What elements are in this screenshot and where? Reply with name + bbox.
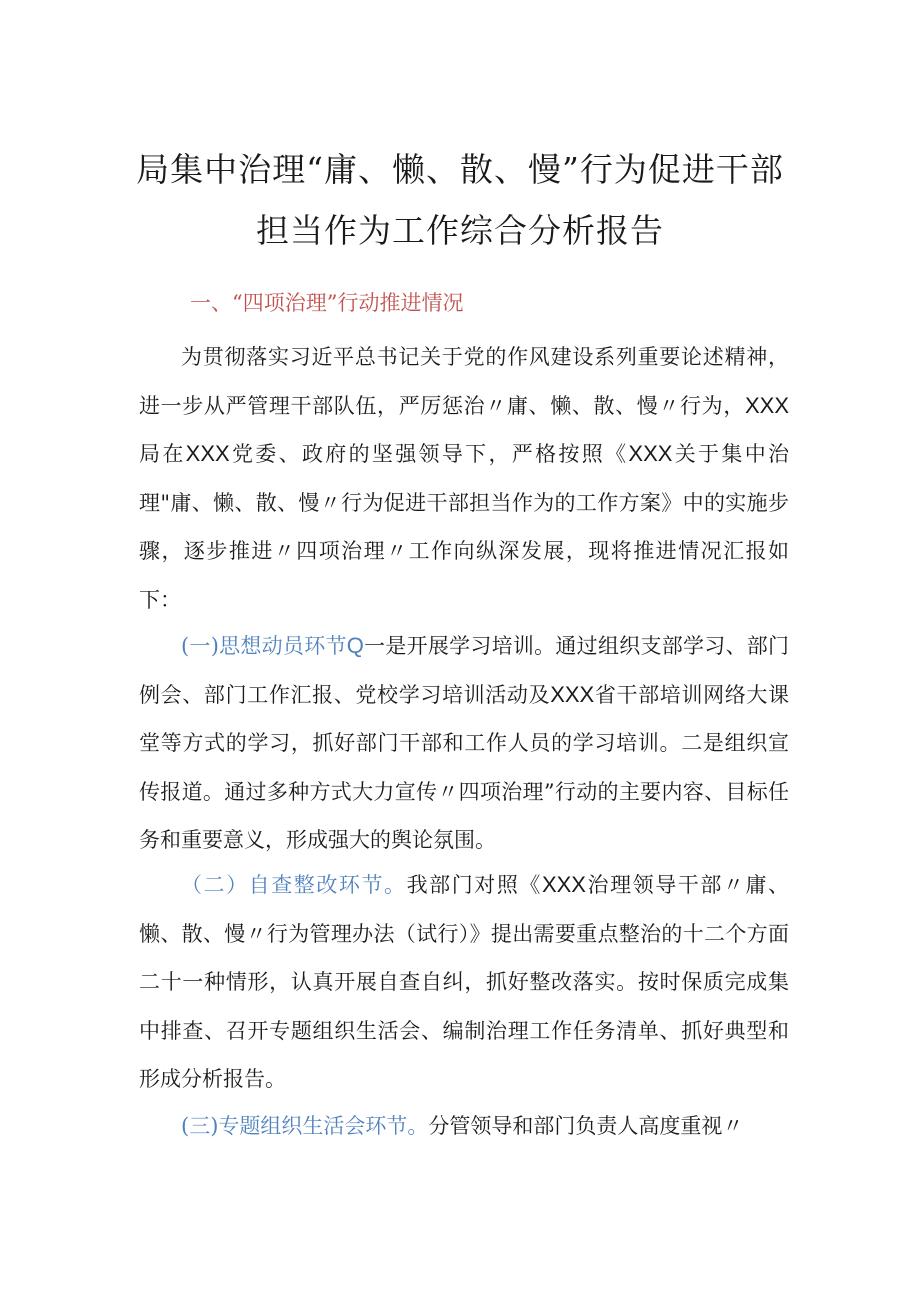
subheading-mobilization: (一)思想动员环节 (181, 634, 347, 658)
placeholder-xxx: XXX (550, 681, 595, 707)
paragraph-intro-text-2: 局在 (139, 442, 186, 466)
paragraph-intro-text-1: 为贯彻落实习近平总书记关于党的作风建设系列重要论述精神，进一步从严管理干部队伍，严厉惩治〃庸、懒、散、慢〃行为， (139, 345, 789, 418)
paragraph-intro-text-3: 党委、政府的坚强领导下，严格按照《 (229, 442, 629, 466)
placeholder-xxx: XXX (185, 441, 230, 466)
placeholder-xxx: XXX (628, 441, 673, 466)
placeholder-xxx: XXX (744, 392, 789, 418)
paragraph-mobilization-text-1: 一是开展学习培训。通过组织支部学习、部门例会、部门工作汇报、党校学习培训活动及 (139, 634, 790, 707)
document-title-line-2: 担当作为工作综合分析报告 (256, 211, 664, 250)
placeholder-xxx: XXX (541, 872, 586, 897)
paragraph-self-check-text-1: 我部门对照《 (406, 873, 542, 897)
section-heading-1: 一、“四项治理”行动推进情况 (190, 291, 464, 315)
paragraph-mobilization-text-2: 省干部培训网络大课堂等方式的学习，抓好部门干部和工作人员的学习培训。二是组织宣传报道。通过多种方式大力宣传〃四项治理”行动的主要内容、目标任务和重要意义，形成强大的舆论氛围。 (139, 682, 790, 852)
stray-q-glyph: Q (346, 633, 364, 658)
paragraph-organization-meeting (139, 1102, 789, 1151)
subheading-organization-meeting: (三)专题组织生活会环节。 (181, 1114, 429, 1138)
paragraph-intro (139, 333, 789, 624)
subheading-self-check: （二）自查整改环节。 (181, 873, 407, 897)
paragraph-intro-text-4: 关于集中治理"庸、懒、散、慢〃行为促进干部担当作为的工作方案》中的实施步骤，逐步推进〃四项治理〃工作向纵深发展，现将推进情况汇报如下： (139, 442, 790, 612)
paragraph-organization-meeting-text-1: 分管领导和部门负责人高度重视〃 (428, 1114, 744, 1138)
paragraph-self-check-text-2: 治理领导干部〃庸、懒、散、慢〃行为管理办法（试行）》提出需要重点整治的十二个方面二十一种情形，认真开展自查自纠，抓好整改落实。按时保质完成集中排查、召开专题组织生活会、编制治理工作任务清单、抓好典型和形成分析报告。 (139, 873, 790, 1091)
document-title-line-1: 局集中治理“庸、懒、散、慢”行为促进干部 (136, 150, 784, 189)
paragraph-self-check (139, 861, 789, 1104)
paragraph-mobilization (139, 622, 789, 865)
